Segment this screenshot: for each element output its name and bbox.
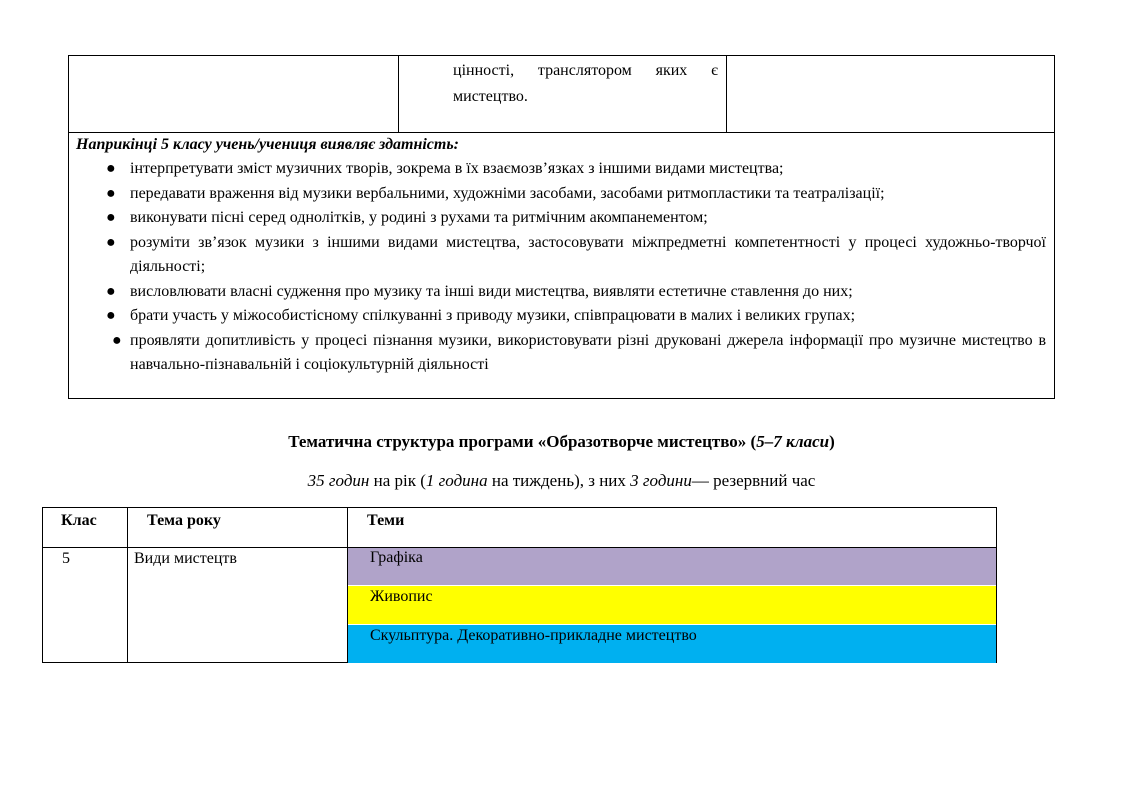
outcome-item — [76, 329, 1046, 378]
continuation-line-1: цінності, транслятором яких є — [453, 62, 718, 79]
topic-row-sculpture — [348, 625, 996, 663]
title-grades: 5–7 класи — [756, 432, 830, 451]
outcome-text: брати участь у міжособистісному спілкуванні з приводу музики, співпрацювати в малих і великих групах; — [130, 307, 856, 324]
header-topics: Теми — [367, 512, 405, 529]
empty-cell-right — [727, 56, 1054, 132]
outcome-item — [76, 280, 1046, 305]
header-grade: Клас — [61, 512, 97, 529]
theme-table-header — [43, 508, 996, 548]
outcome-text: передавати враження від музики вербальними, художніми засобами, засобами ритмопластики та театралізації; — [130, 184, 885, 202]
theme-table — [42, 507, 997, 663]
text-per-week: на тиждень), з них — [487, 471, 631, 490]
topic-row-graphics — [348, 547, 996, 585]
header-year-theme: Тема року — [147, 512, 221, 529]
outcomes-heading: Наприкінці 5 класу учень/учениця виявляє здатність: — [76, 136, 459, 153]
outcome-item — [76, 304, 1046, 329]
continuation-line-2: мистецтво. — [453, 88, 528, 105]
outcome-text: висловлювати власні судження про музику та інші види мистецтва, виявляти естетичне ставлення до них; — [130, 282, 853, 300]
hours-week: 1 година — [425, 471, 488, 490]
outcome-text: розуміти зв’язок музики з іншими видами мистецтва, застосовувати міжпредметні компетентності у процесі художньо-творчої діяльності; — [130, 233, 1046, 275]
hours-reserve: 3 години — [630, 471, 692, 490]
title-close: ) — [829, 432, 835, 451]
outcome-item — [76, 206, 1046, 231]
bullet-icon: ● — [106, 209, 116, 226]
outcomes-table — [68, 55, 1055, 399]
continuation-cell — [399, 56, 727, 132]
outcomes-table-continuation-row — [69, 56, 1054, 133]
structure-title — [0, 432, 1123, 452]
hours-total: 35 годин — [307, 471, 370, 490]
outcome-item — [76, 182, 1046, 207]
bullet-icon: ● — [112, 331, 122, 349]
topic-label: Скульптура. Декоративно-прикладне мистецтво — [370, 627, 697, 644]
outcome-item — [76, 231, 1046, 280]
outcome-text: інтерпретувати зміст музичних творів, зокрема в їх взаємозв’язках з іншими видами мистецтва; — [130, 160, 784, 177]
year-theme-value: Види мистецтв — [134, 550, 237, 567]
grade-value: 5 — [62, 550, 70, 567]
outcome-text: проявляти допитливість у процесі пізнання музики, використовувати різні друковані джерела інформації про музичне мистецтво в навчально-пізнавальній і соціокультурній діяльності — [130, 331, 1046, 373]
hours-subtitle — [0, 471, 1123, 491]
title-main: Тематична структура програми «Образотворче мистецтво» ( — [288, 432, 757, 451]
column-divider — [127, 508, 128, 662]
bullet-icon: ● — [106, 233, 116, 251]
text-per-year: на рік ( — [369, 471, 426, 490]
outcomes-list — [76, 157, 1046, 378]
column-divider — [347, 508, 348, 662]
outcome-text: виконувати пісні серед однолітків, у родині з рухами та ритмічним акомпанементом; — [130, 209, 708, 226]
bullet-icon: ● — [106, 307, 116, 324]
topic-row-painting — [348, 586, 996, 624]
text-reserve: — резервний час — [691, 471, 816, 490]
bullet-icon: ● — [106, 160, 116, 177]
bullet-icon: ● — [106, 282, 116, 300]
topic-label: Графіка — [370, 549, 423, 566]
topic-label: Живопис — [370, 588, 433, 605]
bullet-icon: ● — [106, 184, 116, 202]
outcomes-cell — [69, 133, 1054, 398]
empty-cell-left — [69, 56, 399, 132]
outcome-item — [76, 157, 1046, 182]
